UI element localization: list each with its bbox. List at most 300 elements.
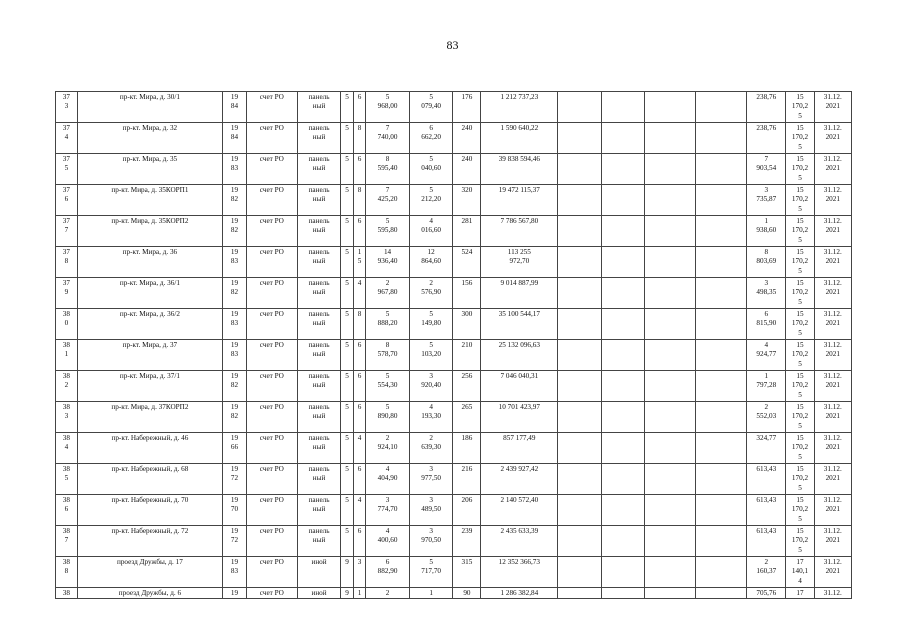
cell-empty	[558, 216, 602, 247]
cell-number: 38	[56, 588, 78, 599]
cell-empty	[696, 402, 747, 433]
cell-specific-cost: 238,76	[747, 123, 786, 154]
cell-specific-cost: 2 552,03	[747, 402, 786, 433]
cell-residents: 239	[453, 526, 481, 557]
cell-cost: 2 439 927,42	[481, 464, 558, 495]
cell-entrances: 6	[353, 216, 365, 247]
cell-floors: 5	[341, 309, 353, 340]
cell-cost: 19 472 115,37	[481, 185, 558, 216]
cell-number: 38 3	[56, 402, 78, 433]
cell-deadline: 31.12. 2021	[814, 402, 852, 433]
cell-area-total: 3 774,70	[366, 495, 410, 526]
cell-empty	[601, 464, 645, 495]
cell-empty	[645, 216, 696, 247]
cell-cost: 10 701 423,97	[481, 402, 558, 433]
cell-empty	[696, 433, 747, 464]
cell-residents: 281	[453, 216, 481, 247]
cell-area-total: 8 595,40	[366, 154, 410, 185]
cell-specific-cost: 705,76	[747, 588, 786, 599]
cell-address: пр-кт. Мира, д. 35КОРП2	[77, 216, 222, 247]
table-row	[56, 402, 852, 433]
cell-residents: 240	[453, 154, 481, 185]
cell-empty	[558, 123, 602, 154]
cell-area-living: 5 040,60	[409, 154, 453, 185]
cell-cost: 1 286 382,84	[481, 588, 558, 599]
cell-limit-cost: 15 170,2 5	[786, 92, 814, 123]
cell-empty	[645, 557, 696, 588]
cell-deadline: 31.12. 2021	[814, 216, 852, 247]
cell-cost: 7 786 567,80	[481, 216, 558, 247]
cell-floors: 5	[341, 371, 353, 402]
cell-limit-cost: 15 170,2 5	[786, 371, 814, 402]
table-row	[56, 309, 852, 340]
cell-account: счет РО	[246, 402, 297, 433]
cell-wall-material: панель ный	[297, 309, 341, 340]
cell-area-total: 2	[366, 588, 410, 599]
cell-address: пр-кт. Мира, д. 35	[77, 154, 222, 185]
cell-year: 19 70	[223, 495, 247, 526]
cell-address: пр-кт. Мира, д. 36	[77, 247, 222, 278]
cell-empty	[696, 123, 747, 154]
cell-area-total: 2 924,10	[366, 433, 410, 464]
cell-area-living: 4 016,60	[409, 216, 453, 247]
cell-address: пр-кт. Набережный, д. 68	[77, 464, 222, 495]
cell-entrances: 6	[353, 154, 365, 185]
cell-entrances: 8	[353, 309, 365, 340]
cell-account: счет РО	[246, 464, 297, 495]
cell-residents: 300	[453, 309, 481, 340]
cell-area-living: 3 977,50	[409, 464, 453, 495]
cell-limit-cost: 15 170,2 5	[786, 185, 814, 216]
cell-empty	[645, 92, 696, 123]
cell-specific-cost: 613,43	[747, 495, 786, 526]
cell-entrances: 6	[353, 340, 365, 371]
cell-area-living: 2 576,90	[409, 278, 453, 309]
cell-number: 37 6	[56, 185, 78, 216]
cell-empty	[645, 309, 696, 340]
table-row	[56, 464, 852, 495]
cell-empty	[601, 247, 645, 278]
cell-empty	[696, 340, 747, 371]
cell-floors: 5	[341, 123, 353, 154]
cell-cost: 1 590 640,22	[481, 123, 558, 154]
cell-number: 38 7	[56, 526, 78, 557]
cell-limit-cost: 15 170,2 5	[786, 402, 814, 433]
cell-account: счет РО	[246, 216, 297, 247]
cell-year: 19 83	[223, 309, 247, 340]
cell-empty	[601, 402, 645, 433]
table-row	[56, 185, 852, 216]
cell-empty	[645, 464, 696, 495]
cell-area-living: 5 079,40	[409, 92, 453, 123]
cell-specific-cost: 324,77	[747, 433, 786, 464]
cell-wall-material: иной	[297, 588, 341, 599]
cell-year: 19	[223, 588, 247, 599]
cell-residents: 156	[453, 278, 481, 309]
cell-address: пр-кт. Набережный, д. 72	[77, 526, 222, 557]
cell-empty	[601, 433, 645, 464]
cell-entrances: 6	[353, 371, 365, 402]
cell-limit-cost: 15 170,2 5	[786, 495, 814, 526]
cell-cost: 1 212 737,23	[481, 92, 558, 123]
cell-year: 19 83	[223, 247, 247, 278]
cell-area-total: 2 967,80	[366, 278, 410, 309]
cell-account: счет РО	[246, 185, 297, 216]
table-row	[56, 340, 852, 371]
cell-address: пр-кт. Мира, д. 37	[77, 340, 222, 371]
cell-entrances: 6	[353, 92, 365, 123]
cell-wall-material: панель ный	[297, 464, 341, 495]
cell-specific-cost: 8 803,69	[747, 247, 786, 278]
cell-entrances: 6	[353, 402, 365, 433]
cell-area-total: 5 888,20	[366, 309, 410, 340]
cell-number: 38 6	[56, 495, 78, 526]
cell-deadline: 31.12. 2021	[814, 123, 852, 154]
cell-floors: 5	[341, 278, 353, 309]
cell-empty	[645, 278, 696, 309]
cell-empty	[696, 371, 747, 402]
cell-wall-material: панель ный	[297, 247, 341, 278]
cell-residents: 524	[453, 247, 481, 278]
cell-empty	[558, 340, 602, 371]
cell-wall-material: панель ный	[297, 402, 341, 433]
cell-empty	[645, 247, 696, 278]
cell-empty	[558, 526, 602, 557]
cell-deadline: 31.12. 2021	[814, 433, 852, 464]
cell-empty	[558, 247, 602, 278]
cell-floors: 5	[341, 216, 353, 247]
cell-area-total: 5 554,30	[366, 371, 410, 402]
cell-empty	[645, 495, 696, 526]
cell-account: счет РО	[246, 371, 297, 402]
cell-address: пр-кт. Мира, д. 30/1	[77, 92, 222, 123]
cell-empty	[696, 557, 747, 588]
cell-empty	[601, 278, 645, 309]
cell-area-living: 3 489,50	[409, 495, 453, 526]
table-row	[56, 92, 852, 123]
cell-specific-cost: 7 903,54	[747, 154, 786, 185]
cell-year: 19 72	[223, 526, 247, 557]
cell-cost: 2 140 572,40	[481, 495, 558, 526]
cell-account: счет РО	[246, 557, 297, 588]
cell-empty	[558, 309, 602, 340]
cell-limit-cost: 15 170,2 5	[786, 340, 814, 371]
table-row	[56, 495, 852, 526]
cell-limit-cost: 15 170,2 5	[786, 309, 814, 340]
cell-residents: 240	[453, 123, 481, 154]
cell-number: 37 8	[56, 247, 78, 278]
cell-address: пр-кт. Мира, д. 36/1	[77, 278, 222, 309]
cell-year: 19 82	[223, 371, 247, 402]
cell-deadline: 31.12. 2021	[814, 526, 852, 557]
table-row	[56, 247, 852, 278]
cell-limit-cost: 15 170,2 5	[786, 433, 814, 464]
cell-entrances: 8	[353, 185, 365, 216]
cell-wall-material: панель ный	[297, 495, 341, 526]
buildings-table	[55, 91, 852, 599]
cell-empty	[601, 495, 645, 526]
cell-deadline: 31.12. 2021	[814, 247, 852, 278]
cell-number: 38 4	[56, 433, 78, 464]
cell-empty	[696, 247, 747, 278]
table-body	[56, 92, 852, 599]
cell-area-total: 14 936,40	[366, 247, 410, 278]
cell-limit-cost: 15 170,2 5	[786, 216, 814, 247]
table-row	[56, 371, 852, 402]
cell-specific-cost: 613,43	[747, 464, 786, 495]
cell-empty	[558, 154, 602, 185]
cell-number: 37 7	[56, 216, 78, 247]
cell-entrances: 4	[353, 433, 365, 464]
cell-year: 19 72	[223, 464, 247, 495]
cell-area-living: 12 864,60	[409, 247, 453, 278]
cell-deadline: 31.12. 2021	[814, 278, 852, 309]
cell-empty	[558, 92, 602, 123]
cell-wall-material: панель ный	[297, 371, 341, 402]
cell-account: счет РО	[246, 526, 297, 557]
cell-area-living: 4 193,30	[409, 402, 453, 433]
cell-deadline: 31.12. 2021	[814, 371, 852, 402]
cell-area-living: 5 149,80	[409, 309, 453, 340]
cell-number: 38 8	[56, 557, 78, 588]
cell-floors: 9	[341, 588, 353, 599]
cell-account: счет РО	[246, 588, 297, 599]
cell-limit-cost: 17	[786, 588, 814, 599]
cell-empty	[645, 588, 696, 599]
cell-area-living: 2 639,30	[409, 433, 453, 464]
cell-wall-material: панель ный	[297, 123, 341, 154]
cell-area-total: 7 425,20	[366, 185, 410, 216]
cell-account: счет РО	[246, 278, 297, 309]
cell-number: 37 3	[56, 92, 78, 123]
cell-number: 38 2	[56, 371, 78, 402]
cell-specific-cost: 3 735,87	[747, 185, 786, 216]
cell-floors: 5	[341, 526, 353, 557]
cell-entrances: 1 5	[353, 247, 365, 278]
cell-floors: 5	[341, 402, 353, 433]
cell-empty	[696, 464, 747, 495]
cell-floors: 5	[341, 92, 353, 123]
cell-empty	[645, 340, 696, 371]
cell-number: 37 5	[56, 154, 78, 185]
cell-residents: 186	[453, 433, 481, 464]
cell-area-total: 7 740,00	[366, 123, 410, 154]
cell-empty	[696, 278, 747, 309]
cell-address: проезд Дружбы, д. 6	[77, 588, 222, 599]
cell-floors: 5	[341, 464, 353, 495]
cell-deadline: 31.12. 2021	[814, 464, 852, 495]
cell-year: 19 66	[223, 433, 247, 464]
cell-empty	[558, 371, 602, 402]
cell-residents: 265	[453, 402, 481, 433]
cell-area-living: 5 717,70	[409, 557, 453, 588]
cell-empty	[601, 154, 645, 185]
cell-account: счет РО	[246, 247, 297, 278]
cell-residents: 90	[453, 588, 481, 599]
cell-area-living: 5 212,20	[409, 185, 453, 216]
cell-deadline: 31.12. 2021	[814, 92, 852, 123]
cell-limit-cost: 15 170,2 5	[786, 464, 814, 495]
cell-area-total: 5 890,80	[366, 402, 410, 433]
table-row	[56, 123, 852, 154]
cell-empty	[645, 123, 696, 154]
cell-empty	[696, 185, 747, 216]
cell-residents: 206	[453, 495, 481, 526]
cell-entrances: 4	[353, 278, 365, 309]
table-row	[56, 588, 852, 599]
cell-limit-cost: 15 170,2 5	[786, 154, 814, 185]
cell-empty	[558, 557, 602, 588]
cell-limit-cost: 15 170,2 5	[786, 247, 814, 278]
cell-entrances: 4	[353, 495, 365, 526]
cell-floors: 5	[341, 340, 353, 371]
cell-empty	[645, 402, 696, 433]
cell-floors: 5	[341, 495, 353, 526]
cell-wall-material: панель ный	[297, 526, 341, 557]
table-row	[56, 433, 852, 464]
cell-number: 38 1	[56, 340, 78, 371]
cell-entrances: 8	[353, 123, 365, 154]
cell-empty	[601, 340, 645, 371]
cell-wall-material: панель ный	[297, 340, 341, 371]
cell-residents: 315	[453, 557, 481, 588]
cell-empty	[645, 185, 696, 216]
cell-deadline: 31.12.	[814, 588, 852, 599]
cell-deadline: 31.12. 2021	[814, 557, 852, 588]
cell-floors: 9	[341, 557, 353, 588]
cell-residents: 210	[453, 340, 481, 371]
cell-area-total: 6 882,90	[366, 557, 410, 588]
cell-account: счет РО	[246, 495, 297, 526]
page-number: 83	[446, 38, 459, 52]
cell-number: 37 4	[56, 123, 78, 154]
cell-empty	[645, 154, 696, 185]
cell-cost: 9 014 887,99	[481, 278, 558, 309]
cell-wall-material: панель ный	[297, 278, 341, 309]
cell-account: счет РО	[246, 154, 297, 185]
cell-address: пр-кт. Набережный, д. 46	[77, 433, 222, 464]
cell-residents: 256	[453, 371, 481, 402]
cell-entrances: 6	[353, 526, 365, 557]
cell-address: пр-кт. Набережный, д. 70	[77, 495, 222, 526]
cell-area-total: 4 404,90	[366, 464, 410, 495]
table-row	[56, 557, 852, 588]
cell-year: 19 84	[223, 92, 247, 123]
cell-empty	[645, 433, 696, 464]
cell-wall-material: панель ный	[297, 216, 341, 247]
cell-residents: 216	[453, 464, 481, 495]
cell-deadline: 31.12. 2021	[814, 340, 852, 371]
cell-specific-cost: 4 924,77	[747, 340, 786, 371]
cell-deadline: 31.12. 2021	[814, 185, 852, 216]
cell-specific-cost: 6 815,90	[747, 309, 786, 340]
cell-wall-material: панель ный	[297, 92, 341, 123]
cell-entrances: 3	[353, 557, 365, 588]
cell-specific-cost: 1 797,28	[747, 371, 786, 402]
cell-specific-cost: 2 160,37	[747, 557, 786, 588]
cell-area-living: 6 662,20	[409, 123, 453, 154]
cell-address: пр-кт. Мира, д. 37КОРП2	[77, 402, 222, 433]
cell-account: счет РО	[246, 433, 297, 464]
cell-address: проезд Дружбы, д. 17	[77, 557, 222, 588]
cell-account: счет РО	[246, 309, 297, 340]
cell-number: 37 9	[56, 278, 78, 309]
cell-wall-material: панель ный	[297, 433, 341, 464]
cell-cost: 12 352 366,73	[481, 557, 558, 588]
cell-empty	[696, 526, 747, 557]
cell-year: 19 83	[223, 340, 247, 371]
cell-wall-material: панель ный	[297, 154, 341, 185]
cell-limit-cost: 15 170,2 5	[786, 123, 814, 154]
cell-empty	[558, 588, 602, 599]
cell-empty	[601, 92, 645, 123]
cell-wall-material: иной	[297, 557, 341, 588]
cell-address: пр-кт. Мира, д. 36/2	[77, 309, 222, 340]
cell-entrances: 6	[353, 464, 365, 495]
cell-area-living: 3 970,50	[409, 526, 453, 557]
cell-limit-cost: 17 140,1 4	[786, 557, 814, 588]
table-row	[56, 154, 852, 185]
cell-empty	[601, 588, 645, 599]
cell-specific-cost: 238,76	[747, 92, 786, 123]
cell-area-total: 5 595,80	[366, 216, 410, 247]
cell-area-living: 5 103,20	[409, 340, 453, 371]
cell-cost: 35 100 544,17	[481, 309, 558, 340]
cell-cost: 39 838 594,46	[481, 154, 558, 185]
cell-empty	[601, 557, 645, 588]
cell-cost: 25 132 096,63	[481, 340, 558, 371]
cell-empty	[696, 309, 747, 340]
cell-account: счет РО	[246, 123, 297, 154]
cell-empty	[558, 402, 602, 433]
cell-deadline: 31.12. 2021	[814, 154, 852, 185]
cell-empty	[696, 92, 747, 123]
cell-limit-cost: 15 170,2 5	[786, 526, 814, 557]
cell-residents: 176	[453, 92, 481, 123]
cell-year: 19 82	[223, 402, 247, 433]
cell-empty	[601, 123, 645, 154]
cell-cost: 2 435 633,39	[481, 526, 558, 557]
cell-deadline: 31.12. 2021	[814, 495, 852, 526]
cell-empty	[558, 185, 602, 216]
cell-residents: 320	[453, 185, 481, 216]
cell-empty	[558, 433, 602, 464]
cell-floors: 5	[341, 247, 353, 278]
cell-limit-cost: 15 170,2 5	[786, 278, 814, 309]
cell-empty	[601, 216, 645, 247]
cell-empty	[696, 216, 747, 247]
cell-wall-material: панель ный	[297, 185, 341, 216]
cell-specific-cost: 1 938,60	[747, 216, 786, 247]
table-row	[56, 526, 852, 557]
cell-empty	[645, 371, 696, 402]
cell-empty	[558, 464, 602, 495]
cell-year: 19 83	[223, 154, 247, 185]
cell-empty	[645, 526, 696, 557]
cell-year: 19 84	[223, 123, 247, 154]
cell-floors: 5	[341, 185, 353, 216]
cell-empty	[601, 185, 645, 216]
cell-deadline: 31.12. 2021	[814, 309, 852, 340]
cell-area-total: 5 968,00	[366, 92, 410, 123]
cell-empty	[696, 154, 747, 185]
cell-area-living: 3 920,40	[409, 371, 453, 402]
cell-year: 19 82	[223, 216, 247, 247]
cell-empty	[601, 526, 645, 557]
cell-address: пр-кт. Мира, д. 32	[77, 123, 222, 154]
cell-floors: 5	[341, 433, 353, 464]
cell-floors: 5	[341, 154, 353, 185]
